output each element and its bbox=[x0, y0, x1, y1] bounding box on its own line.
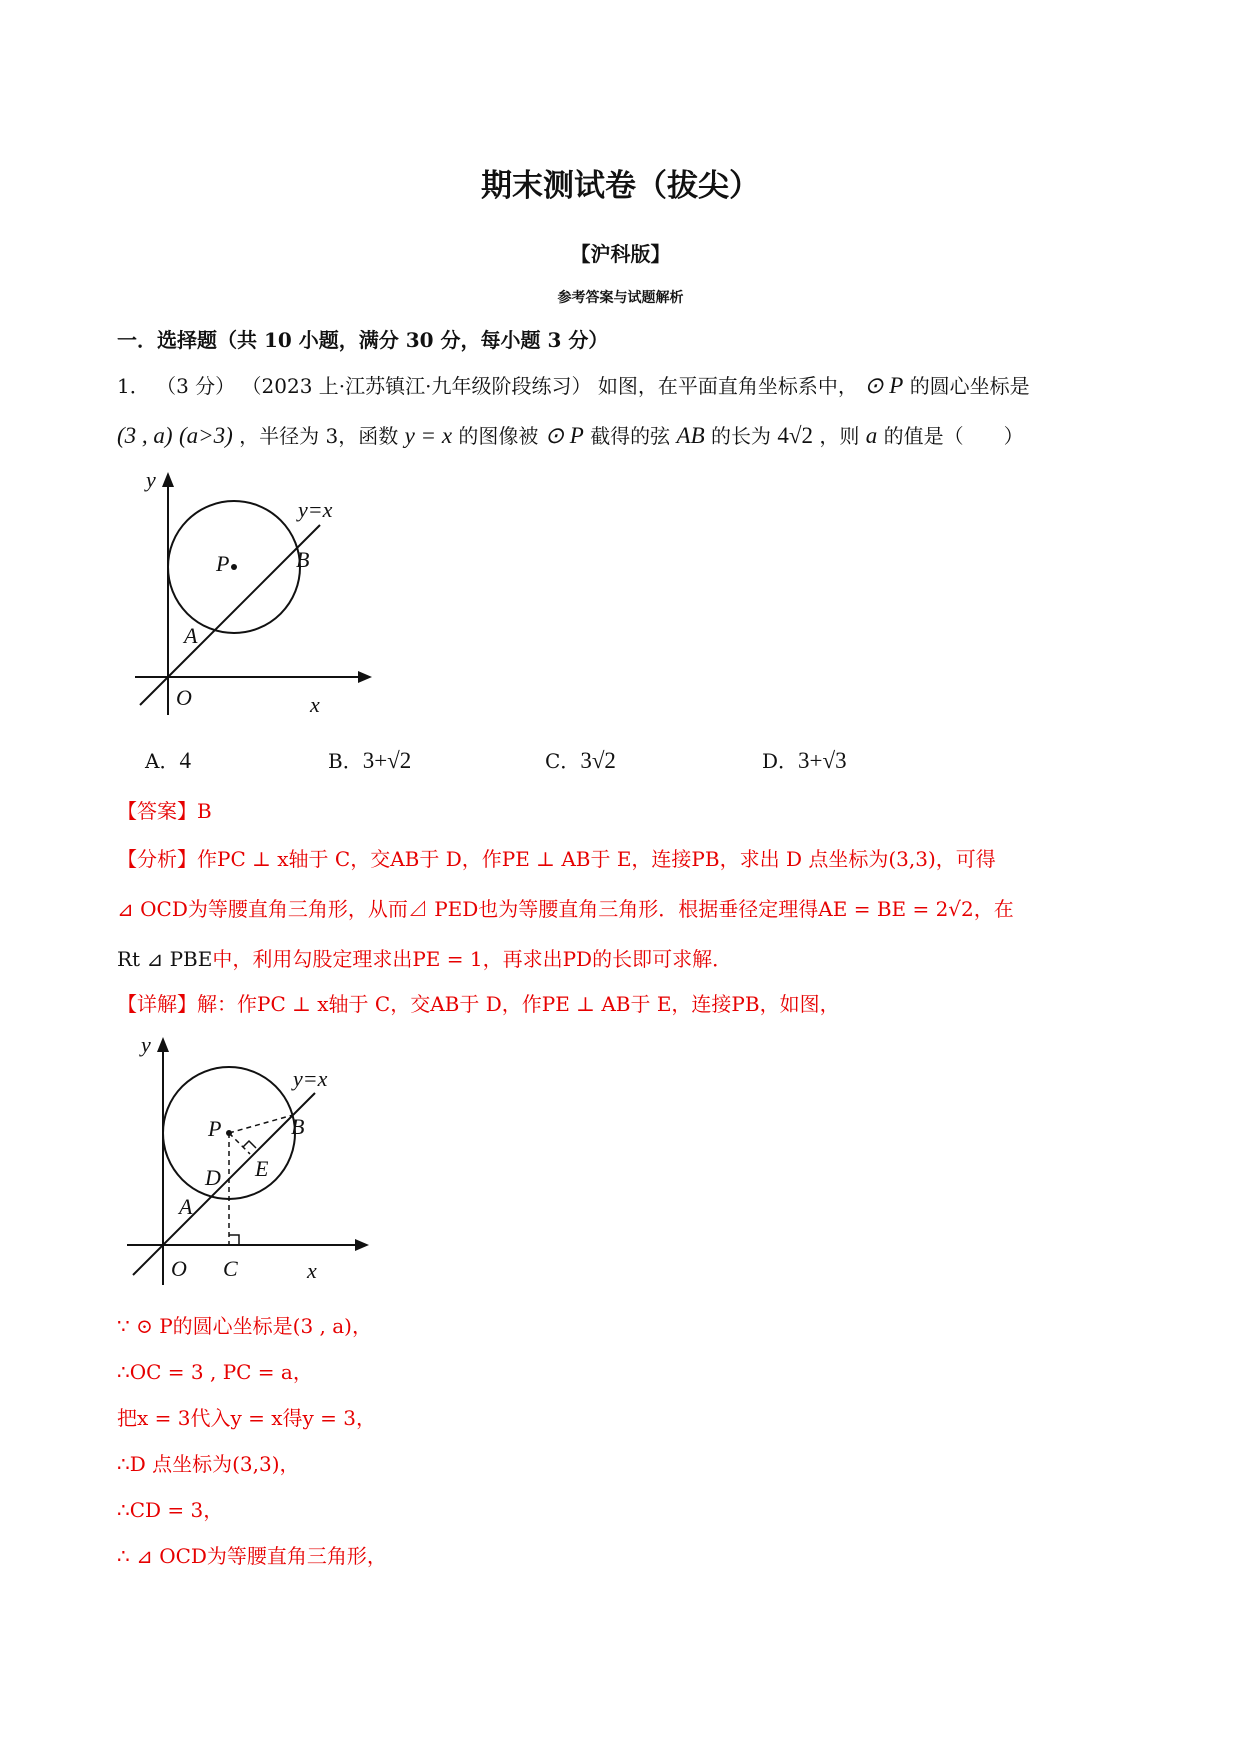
label-p: P bbox=[216, 551, 230, 576]
chord-length: 4√2 bbox=[777, 423, 813, 448]
step-4: ∴D 点坐标为(3,3)， bbox=[117, 1452, 300, 1476]
answer-value: B bbox=[197, 799, 212, 823]
label-d: D bbox=[205, 1165, 221, 1190]
step-2: ∴OC = 3 , PC = a， bbox=[117, 1360, 313, 1384]
label-a: A bbox=[179, 1194, 193, 1219]
x-axis-arrow-icon bbox=[358, 671, 372, 683]
detail-tag: 【详解】 bbox=[117, 992, 197, 1016]
step-1: ∵ ⊙ P的圆心坐标是(3 , a)， bbox=[117, 1314, 372, 1338]
option-d: D．3+√3 bbox=[762, 748, 847, 773]
edition-label: 【沪科版】 bbox=[570, 242, 671, 266]
option-a: A．4 bbox=[145, 748, 191, 773]
question-number: 1． bbox=[117, 374, 150, 398]
stem-text: ，半径为 3，函数 bbox=[239, 424, 399, 448]
y-axis-arrow-icon bbox=[162, 472, 174, 487]
center-coordinate: (3 , a) bbox=[117, 423, 173, 448]
label-a: A bbox=[184, 623, 198, 648]
option-c: C．3√2 bbox=[545, 748, 616, 773]
variable-a: a bbox=[865, 423, 878, 448]
option-b: B．3+√2 bbox=[328, 748, 412, 773]
figure-solution bbox=[115, 1030, 375, 1300]
page-title: 期末测试卷（拔尖） bbox=[481, 168, 760, 204]
label-c: C bbox=[223, 1256, 238, 1281]
label-e: E bbox=[255, 1156, 269, 1181]
detail-line1: 【详解】解：作PC ⊥ x轴于 C，交AB于 D，作PE ⊥ AB于 E，连接PB，如图， bbox=[117, 992, 840, 1016]
label-line: y=x bbox=[298, 497, 333, 522]
right-angle-e-icon bbox=[243, 1141, 256, 1148]
label-x: x bbox=[307, 1258, 317, 1283]
x-axis-arrow-icon bbox=[355, 1239, 369, 1251]
answer-line bbox=[117, 795, 212, 824]
right-angle-c-icon bbox=[229, 1235, 239, 1245]
stem-text: 如图，在平面直角坐标系中， bbox=[597, 374, 858, 398]
condition: (a>3) bbox=[178, 423, 233, 448]
y-axis-arrow-icon bbox=[157, 1037, 169, 1052]
label-x: x bbox=[310, 692, 320, 717]
stem-text: 的长为 bbox=[711, 424, 772, 448]
question-stem-line2 bbox=[117, 420, 1024, 449]
label-p: P bbox=[208, 1116, 222, 1141]
center-point-p bbox=[231, 564, 237, 570]
label-y: y bbox=[146, 467, 156, 492]
step-6: ∴ ⊿ OCD为等腰直角三角形， bbox=[117, 1544, 387, 1568]
analysis-tag: 【分析】 bbox=[117, 847, 197, 871]
label-line: y=x bbox=[293, 1066, 328, 1091]
analysis-line3: Rt ⊿ PBE中，利用勾股定理求出PE = 1，再求出PD的长即可求解． bbox=[117, 947, 733, 971]
page-subtitle: 参考答案与试题解析 bbox=[557, 290, 684, 306]
section-heading: 一．选择题（共 10 小题，满分 30 分，每小题 3 分） bbox=[117, 328, 609, 352]
analysis-line1: 【分析】作PC ⊥ x轴于 C，交AB于 D，作PE ⊥ AB于 E，连接PB，求出 D 点坐标为(3,3)，可得 bbox=[117, 847, 996, 871]
question-source: （2023 上·江苏镇江·九年级阶段练习） bbox=[241, 374, 592, 398]
function-expression: y = x bbox=[404, 423, 453, 448]
stem-text: 的圆心坐标是 bbox=[909, 374, 1030, 398]
figure-circle-line bbox=[120, 465, 380, 725]
stem-text: 截得的弦 bbox=[590, 424, 671, 448]
stem-text: 的图像被 bbox=[458, 424, 539, 448]
question-score: （3 分） bbox=[156, 374, 236, 398]
line-y-equals-x bbox=[133, 1093, 315, 1275]
label-b: B bbox=[291, 1114, 305, 1139]
label-y: y bbox=[141, 1032, 151, 1057]
analysis-line2: ⊿ OCD为等腰直角三角形，从而⊿ PED也为等腰直角三角形．根据垂径定理得AE = BE = 2√2，在 bbox=[117, 897, 1014, 921]
answer-tag: 【答案】 bbox=[117, 799, 197, 823]
circle-p: ⊙ P bbox=[544, 423, 584, 448]
stem-text: ，则 bbox=[819, 424, 860, 448]
step-5: ∴CD = 3， bbox=[117, 1498, 224, 1522]
label-b: B bbox=[296, 547, 310, 572]
label-o: O bbox=[171, 1256, 187, 1281]
label-o: O bbox=[176, 685, 192, 710]
stem-text: 的值是（ ） bbox=[883, 424, 1024, 448]
question-stem-line1 bbox=[117, 370, 1030, 399]
chord-name: AB bbox=[676, 423, 705, 448]
step-3: 把x = 3代入y = x得y = 3， bbox=[117, 1406, 377, 1430]
circle-p: ⊙ P bbox=[864, 373, 904, 398]
